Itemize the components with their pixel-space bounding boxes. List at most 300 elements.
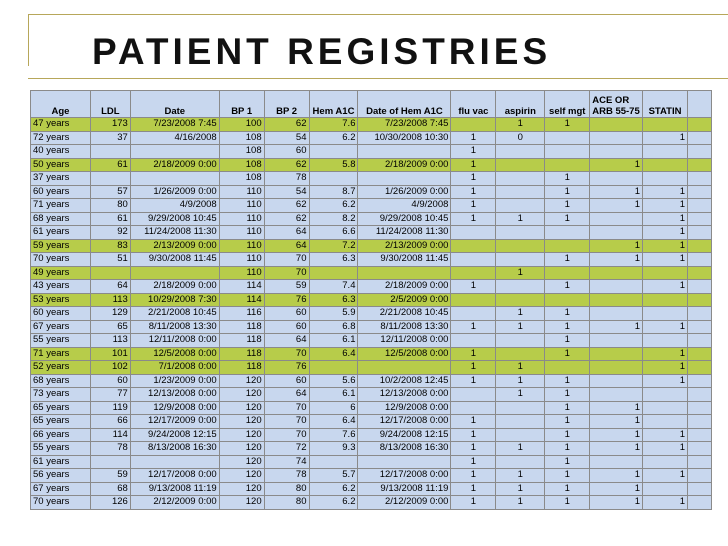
table-cell: 2/12/2009 0:00 (130, 496, 219, 510)
table-row (31, 158, 712, 172)
table-cell: 70 years (31, 496, 91, 510)
table-cell: 7.4 (309, 280, 358, 294)
table-cell: 118 (219, 347, 264, 361)
table-row (31, 482, 712, 496)
table-cell: 1 (590, 469, 643, 483)
table-cell: 60 (264, 145, 309, 159)
table-cell: 66 (90, 415, 130, 429)
column-header: ACE OR ARB 55-75 (590, 91, 643, 118)
table-cell: 1 (643, 428, 688, 442)
table-cell: 49 years (31, 266, 91, 280)
table-cell: 68 years (31, 212, 91, 226)
table-row (31, 361, 712, 375)
table-cell: 1 (451, 172, 496, 186)
table-cell: 37 (90, 131, 130, 145)
table-cell-edge (688, 145, 712, 159)
table-cell: 110 (219, 212, 264, 226)
table-cell (590, 455, 643, 469)
table-cell: 1 (643, 469, 688, 483)
table-cell (545, 145, 590, 159)
table-cell: 1 (590, 185, 643, 199)
table-cell: 1 (545, 401, 590, 415)
table-cell (643, 415, 688, 429)
table-cell: 71 years (31, 347, 91, 361)
table-cell: 72 years (31, 131, 91, 145)
table-cell: 1 (643, 374, 688, 388)
table-cell: 1 (590, 428, 643, 442)
table-cell: 5.8 (309, 158, 358, 172)
table-cell (451, 226, 496, 240)
table-cell (590, 361, 643, 375)
column-header: Date of Hem A1C (358, 91, 451, 118)
table-cell (545, 361, 590, 375)
table-cell-edge (688, 320, 712, 334)
table-cell (496, 455, 545, 469)
table-cell: 118 (219, 334, 264, 348)
table-cell-edge (688, 374, 712, 388)
table-cell: 1 (545, 253, 590, 267)
table-row (31, 253, 712, 267)
table-cell (545, 226, 590, 240)
table-cell (545, 266, 590, 280)
table-cell: 1 (545, 415, 590, 429)
table-cell: 64 (264, 239, 309, 253)
table-cell: 64 (264, 226, 309, 240)
table-cell: 126 (90, 496, 130, 510)
table-cell (451, 118, 496, 132)
table-cell: 5.6 (309, 374, 358, 388)
table-cell: 7.2 (309, 239, 358, 253)
table-cell: 60 years (31, 185, 91, 199)
table-row (31, 239, 712, 253)
table-row (31, 212, 712, 226)
table-cell-edge (688, 172, 712, 186)
table-cell: 6.3 (309, 253, 358, 267)
table-cell: 1/26/2009 0:00 (130, 185, 219, 199)
table-cell: 1 (643, 131, 688, 145)
table-cell: 64 (90, 280, 130, 294)
table-cell (358, 361, 451, 375)
table-cell (451, 307, 496, 321)
table-cell: 1 (590, 482, 643, 496)
table-cell: 114 (219, 280, 264, 294)
column-header: LDL (90, 91, 130, 118)
table-cell: 57 (90, 185, 130, 199)
table-cell (90, 145, 130, 159)
table-cell (643, 266, 688, 280)
table-cell: 80 (264, 482, 309, 496)
table-cell: 65 (90, 320, 130, 334)
table-cell: 1 (590, 415, 643, 429)
table-cell: 1 (451, 347, 496, 361)
table-cell: 12/11/2008 0:00 (130, 334, 219, 348)
table-cell: 1 (643, 347, 688, 361)
table-cell: 1 (643, 280, 688, 294)
table-cell (496, 334, 545, 348)
table-cell: 1 (590, 253, 643, 267)
table-cell (590, 226, 643, 240)
table-cell: 1 (496, 482, 545, 496)
table-cell: 50 years (31, 158, 91, 172)
table-row (31, 172, 712, 186)
table-row (31, 455, 712, 469)
registry-table (30, 90, 712, 510)
table-cell: 12/17/2008 0:00 (358, 415, 451, 429)
table-row (31, 442, 712, 456)
table-cell: 54 (264, 185, 309, 199)
table-cell: 70 (264, 266, 309, 280)
table-cell (643, 307, 688, 321)
table-cell: 9/24/2008 12:15 (358, 428, 451, 442)
table-cell: 1 (643, 253, 688, 267)
table-cell: 108 (219, 131, 264, 145)
table-cell: 1 (451, 280, 496, 294)
table-cell: 8/13/2008 16:30 (130, 442, 219, 456)
table-row (31, 266, 712, 280)
table-cell: 5.9 (309, 307, 358, 321)
column-header: aspirin (496, 91, 545, 118)
table-cell: 113 (90, 334, 130, 348)
table-cell: 60 (264, 307, 309, 321)
table-row (31, 401, 712, 415)
column-header: flu vac (451, 91, 496, 118)
column-header-edge (688, 91, 712, 118)
table-cell: 67 years (31, 320, 91, 334)
table-cell (309, 455, 358, 469)
table-cell: 12/9/2008 0:00 (358, 401, 451, 415)
table-cell-edge (688, 293, 712, 307)
table-cell: 10/30/2008 10:30 (358, 131, 451, 145)
table-cell: 1 (643, 185, 688, 199)
table-cell-edge (688, 185, 712, 199)
table-cell: 62 (264, 118, 309, 132)
table-cell: 61 (90, 158, 130, 172)
table-cell (590, 347, 643, 361)
table-cell: 6.4 (309, 347, 358, 361)
table-cell: 10/2/2008 12:45 (358, 374, 451, 388)
table-cell: 113 (90, 293, 130, 307)
table-cell: 1 (496, 212, 545, 226)
table-cell (358, 145, 451, 159)
column-header: Date (130, 91, 219, 118)
table-cell: 2/18/2009 0:00 (358, 280, 451, 294)
table-cell: 6.8 (309, 320, 358, 334)
table-cell (496, 239, 545, 253)
table-cell: 120 (219, 388, 264, 402)
table-row (31, 280, 712, 294)
table-cell: 12/9/2008 0:00 (130, 401, 219, 415)
table-cell: 1 (545, 212, 590, 226)
table-cell: 1 (545, 496, 590, 510)
table-cell-edge (688, 253, 712, 267)
table-cell: 1 (451, 455, 496, 469)
table-cell-edge (688, 226, 712, 240)
table-cell (496, 185, 545, 199)
table-cell (590, 212, 643, 226)
table-cell: 6.1 (309, 334, 358, 348)
table-cell: 1 (545, 320, 590, 334)
table-cell: 1 (451, 482, 496, 496)
table-cell (90, 172, 130, 186)
table-cell (130, 455, 219, 469)
table-cell (451, 239, 496, 253)
table-cell: 6.2 (309, 199, 358, 213)
table-cell (545, 131, 590, 145)
table-cell: 1 (545, 172, 590, 186)
table-cell: 1 (590, 158, 643, 172)
table-cell: 110 (219, 266, 264, 280)
table-cell: 8/11/2008 13:30 (358, 320, 451, 334)
table-cell (496, 158, 545, 172)
table-cell: 0 (496, 131, 545, 145)
table-cell: 116 (219, 307, 264, 321)
table-cell: 108 (219, 172, 264, 186)
table-row (31, 496, 712, 510)
table-cell: 54 (264, 131, 309, 145)
table-cell: 68 (90, 482, 130, 496)
table-cell: 1 (496, 388, 545, 402)
table-cell: 70 (264, 401, 309, 415)
table-cell: 60 years (31, 307, 91, 321)
table-cell: 110 (219, 199, 264, 213)
table-cell: 110 (219, 239, 264, 253)
table-cell: 59 years (31, 239, 91, 253)
table-cell: 12/5/2008 0:00 (130, 347, 219, 361)
table-cell: 74 (264, 455, 309, 469)
table-cell: 80 (264, 496, 309, 510)
table-cell: 101 (90, 347, 130, 361)
table-cell: 1 (451, 199, 496, 213)
table-cell: 12/17/2009 0:00 (130, 415, 219, 429)
table-cell: 120 (219, 428, 264, 442)
table-cell (496, 199, 545, 213)
frame-left-line (28, 14, 29, 66)
table-cell-edge (688, 469, 712, 483)
table-cell: 56 years (31, 469, 91, 483)
table-cell: 6.3 (309, 293, 358, 307)
table-cell: 120 (219, 401, 264, 415)
table-body (31, 118, 712, 510)
table-cell: 1 (545, 347, 590, 361)
table-cell-edge (688, 388, 712, 402)
table-cell (496, 415, 545, 429)
table-cell: 51 (90, 253, 130, 267)
table-cell: 120 (219, 496, 264, 510)
table-cell: 1 (545, 185, 590, 199)
table-cell: 2/18/2009 0:00 (358, 158, 451, 172)
table-cell: 73 years (31, 388, 91, 402)
table-cell: 2/12/2009 0:00 (358, 496, 451, 510)
table-cell: 9/13/2008 11:19 (130, 482, 219, 496)
table-cell: 1 (545, 469, 590, 483)
table-cell: 120 (219, 415, 264, 429)
table-cell: 6.2 (309, 496, 358, 510)
table-cell: 2/21/2008 10:45 (358, 307, 451, 321)
table-cell: 53 years (31, 293, 91, 307)
table-cell: 1 (451, 469, 496, 483)
table-cell: 1 (496, 442, 545, 456)
table-cell: 78 (90, 442, 130, 456)
table-cell (451, 253, 496, 267)
table-cell: 1 (643, 442, 688, 456)
table-cell (643, 401, 688, 415)
table-row (31, 118, 712, 132)
table-cell: 1 (545, 118, 590, 132)
table-cell (590, 280, 643, 294)
table-cell: 173 (90, 118, 130, 132)
table-cell-edge (688, 199, 712, 213)
table-cell: 1 (590, 320, 643, 334)
table-cell: 7/1/2008 0:00 (130, 361, 219, 375)
table-cell: 76 (264, 361, 309, 375)
table-cell-edge (688, 482, 712, 496)
table-cell: 1 (643, 199, 688, 213)
table-cell: 9/29/2008 10:45 (358, 212, 451, 226)
table-cell: 2/18/2009 0:00 (130, 158, 219, 172)
table-cell: 2/18/2009 0:00 (130, 280, 219, 294)
table-cell: 70 years (31, 253, 91, 267)
table-cell: 1 (545, 455, 590, 469)
table-row (31, 185, 712, 199)
table-row (31, 374, 712, 388)
column-header: Age (31, 91, 91, 118)
table-cell-edge (688, 347, 712, 361)
table-cell: 4/9/2008 (130, 199, 219, 213)
table-cell: 12/17/2008 0:00 (130, 469, 219, 483)
table-row (31, 320, 712, 334)
table-cell (130, 172, 219, 186)
table-cell: 6.1 (309, 388, 358, 402)
table-cell: 114 (219, 293, 264, 307)
table-cell (590, 118, 643, 132)
table-cell: 129 (90, 307, 130, 321)
table-cell (309, 145, 358, 159)
table-row (31, 334, 712, 348)
table-cell: 1 (451, 374, 496, 388)
table-cell (643, 388, 688, 402)
table-cell: 2/13/2009 0:00 (130, 239, 219, 253)
table-cell (643, 293, 688, 307)
table-cell: 55 years (31, 334, 91, 348)
table-cell: 59 (90, 469, 130, 483)
table-cell: 6.2 (309, 131, 358, 145)
table-cell: 12/5/2008 0:00 (358, 347, 451, 361)
table-cell: 1 (643, 320, 688, 334)
table-cell: 120 (219, 482, 264, 496)
table-cell: 120 (219, 442, 264, 456)
table-cell: 1 (496, 118, 545, 132)
table-cell: 108 (219, 158, 264, 172)
table-cell: 2/5/2009 0:00 (358, 293, 451, 307)
table-cell (496, 253, 545, 267)
table-cell: 1 (451, 145, 496, 159)
table-cell (590, 145, 643, 159)
table-cell (309, 361, 358, 375)
table-cell: 1 (545, 280, 590, 294)
table-cell: 1 (590, 239, 643, 253)
header-row (31, 91, 712, 118)
table-cell: 114 (90, 428, 130, 442)
table-cell: 61 (90, 212, 130, 226)
table-cell: 70 (264, 415, 309, 429)
table-row (31, 428, 712, 442)
table-cell: 52 years (31, 361, 91, 375)
table-cell-edge (688, 131, 712, 145)
table-row (31, 131, 712, 145)
table-cell: 1 (545, 334, 590, 348)
table-cell (496, 226, 545, 240)
table-cell (643, 158, 688, 172)
table-cell: 9.3 (309, 442, 358, 456)
table-cell: 1 (590, 442, 643, 456)
table-cell: 119 (90, 401, 130, 415)
table-cell (496, 401, 545, 415)
column-header: BP 1 (219, 91, 264, 118)
table-cell: 1 (451, 496, 496, 510)
table-cell-edge (688, 455, 712, 469)
table-cell (590, 266, 643, 280)
table-cell: 9/24/2008 12:15 (130, 428, 219, 442)
table-cell (358, 172, 451, 186)
table-cell (643, 482, 688, 496)
table-cell: 77 (90, 388, 130, 402)
table-cell: 1 (496, 496, 545, 510)
table-row (31, 307, 712, 321)
table-cell: 1/23/2009 0:00 (130, 374, 219, 388)
table-row (31, 469, 712, 483)
table-cell: 1 (545, 442, 590, 456)
table-cell: 70 (264, 428, 309, 442)
table-cell (590, 374, 643, 388)
table-cell (451, 334, 496, 348)
column-header: STATIN (643, 91, 688, 118)
table-cell: 80 (90, 199, 130, 213)
table-cell: 1 (496, 320, 545, 334)
table-cell-edge (688, 266, 712, 280)
table-cell: 78 (264, 469, 309, 483)
table-cell: 12/11/2008 0:00 (358, 334, 451, 348)
table-cell: 9/30/2008 11:45 (358, 253, 451, 267)
table-cell (590, 131, 643, 145)
table-cell: 11/24/2008 11:30 (358, 226, 451, 240)
table-cell: 108 (219, 145, 264, 159)
table-cell: 62 (264, 199, 309, 213)
table-row (31, 226, 712, 240)
table-cell: 5.7 (309, 469, 358, 483)
table-cell (496, 145, 545, 159)
table-cell: 1 (590, 401, 643, 415)
table-cell: 120 (219, 455, 264, 469)
table-cell (590, 307, 643, 321)
table-cell: 9/13/2008 11:19 (358, 482, 451, 496)
table-cell: 1 (496, 266, 545, 280)
table-cell: 92 (90, 226, 130, 240)
table-cell (496, 428, 545, 442)
table-cell (90, 266, 130, 280)
table-cell: 110 (219, 226, 264, 240)
table-cell-edge (688, 496, 712, 510)
table-cell (451, 266, 496, 280)
table-cell: 1 (545, 482, 590, 496)
table-cell-edge (688, 307, 712, 321)
table-cell: 1 (545, 374, 590, 388)
table-cell: 67 years (31, 482, 91, 496)
table-cell: 2/21/2008 10:45 (130, 307, 219, 321)
table-cell (643, 334, 688, 348)
table-cell (130, 266, 219, 280)
table-row (31, 415, 712, 429)
table-cell (545, 158, 590, 172)
